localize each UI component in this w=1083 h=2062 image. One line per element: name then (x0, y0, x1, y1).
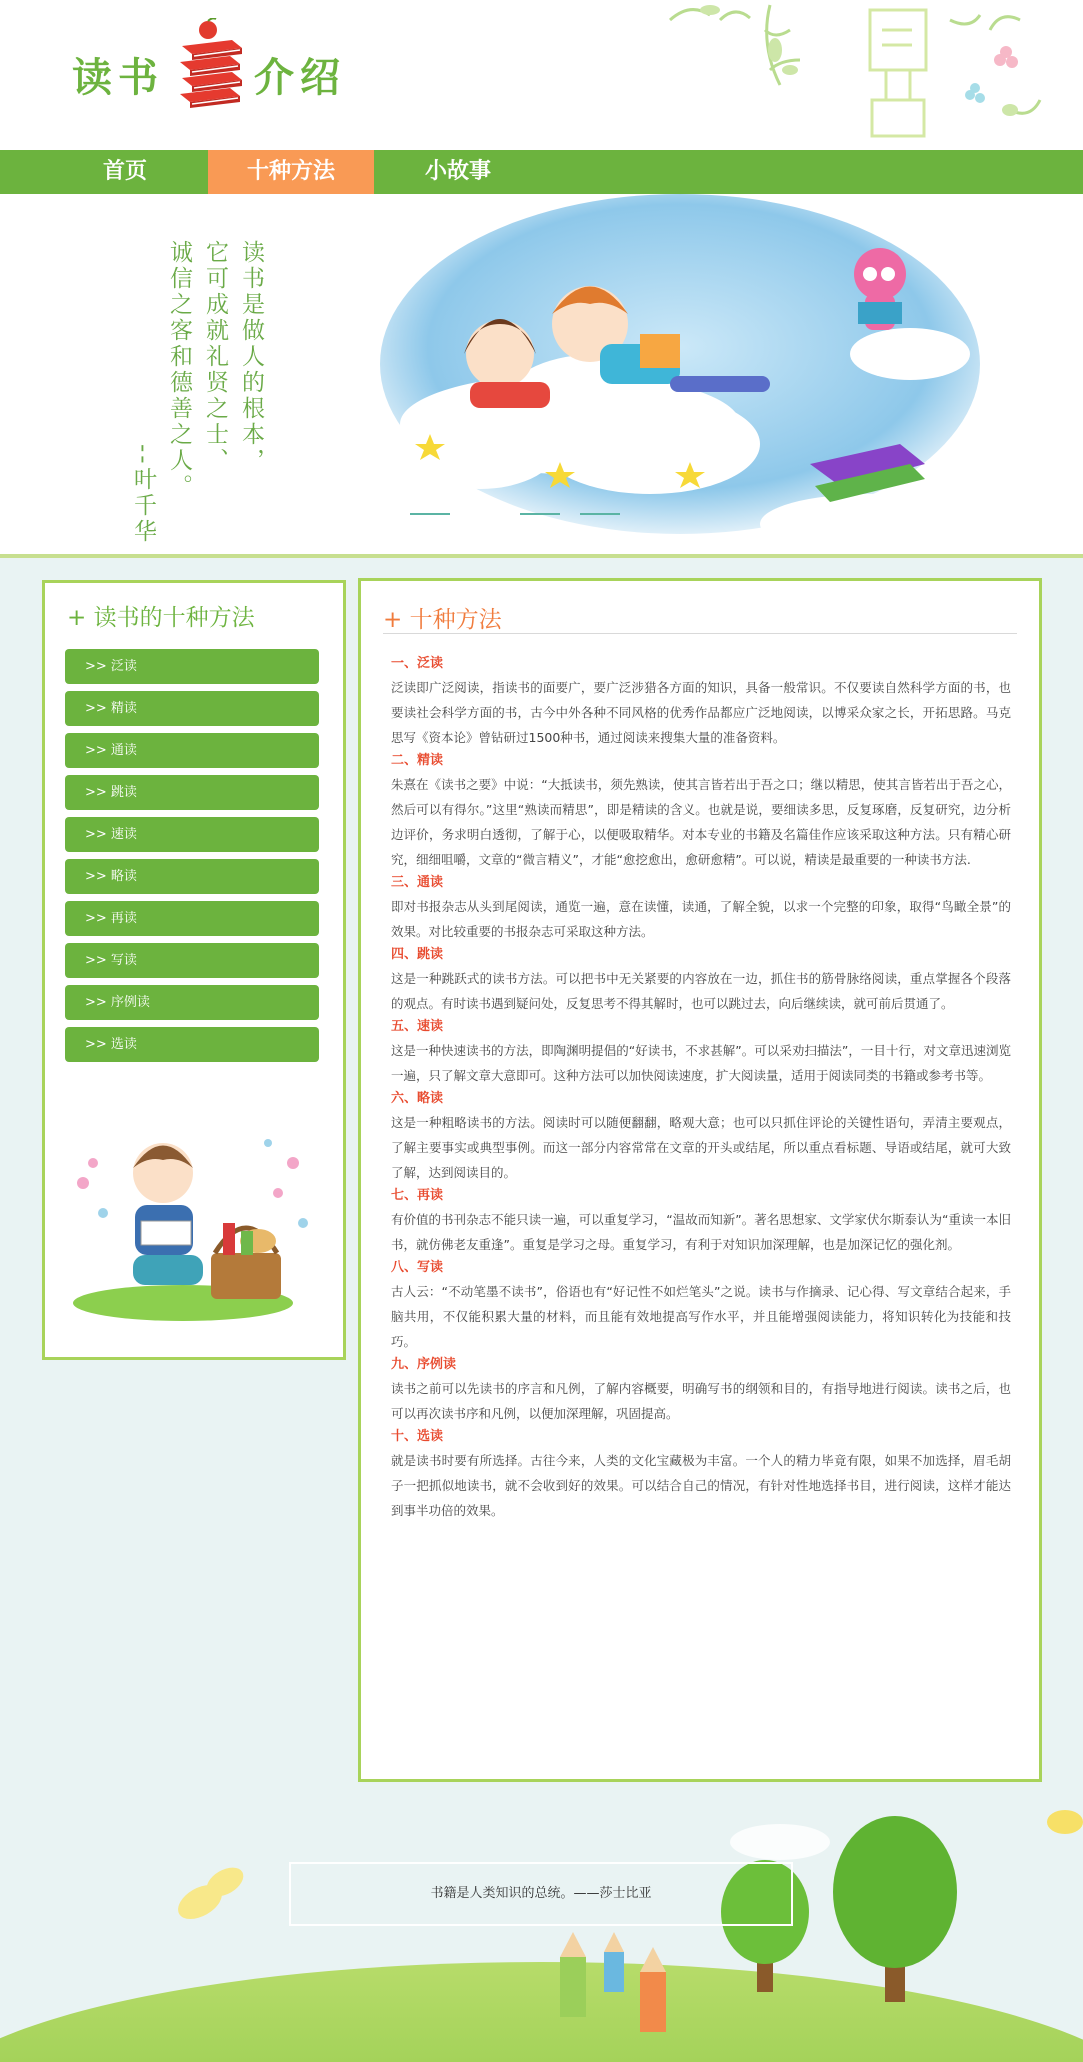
method-title: 六、略读 (391, 1091, 444, 1106)
quote-box (289, 1862, 793, 1926)
method-body: 朱熹在《读书之要》中说：“大抵读书，须先熟读，使其言皆若出于吾之口；继以精思，使其言皆若出于吾之心，然后可以有得尔。”这里“熟读而精思”，即是精读的含义。也就是说，要细读多思，反复琢磨，反复研究，边分析边评价，务求明白透彻，了解于心，以便吸取精华。对本专业的书籍及名篇佳作应该采取这种方法。只有精心研究，细细咀嚼，文章的“微言精义”，才能“愈挖愈出，愈研愈精”。可以说，精读是最重要的一种读书方法. (391, 777, 1011, 867)
boy-reading-picnic-illustration (63, 1123, 323, 1323)
method-body: 即对书报杂志从头到尾阅读，通览一遍，意在读懂，读通，了解全貌，以求一个完整的印象，取得“鸟瞰全景”的效果。对比较重要的书报杂志可采取这种方法。 (391, 899, 1011, 939)
nav-item-stories[interactable]: 小故事 (424, 159, 491, 184)
sidebar-title: + 读书的十种方法 (67, 605, 255, 631)
method-title: 七、再读 (391, 1188, 444, 1203)
poem-author: --叶千华 (130, 444, 156, 545)
method-title: 五、速读 (391, 1019, 444, 1034)
poem-line-3: 诚信之客和德善之人。 (166, 240, 192, 500)
poem-line-2: 它可成就礼贤之士、 (202, 240, 228, 474)
sidebar-item-xuandu[interactable]: >> 选读 (65, 1027, 319, 1062)
nav-item-home[interactable]: 首页 (102, 159, 147, 184)
method-body: 读书之前可以先读书的序言和凡例，了解内容概要，明确写书的纲领和目的，有指导地进行阅读。读书之后，也可以再次读书序和凡例，以便加深理解，巩固提高。 (391, 1381, 1011, 1421)
method-title: 二、精读 (391, 753, 444, 768)
plant-doodle-icon (650, 0, 1083, 150)
site-logo[interactable] (72, 18, 352, 118)
sidebar-item-fandu[interactable]: >> 泛读 (65, 649, 319, 684)
footer (0, 1782, 1083, 2062)
sidebar-item-xulidu[interactable]: >> 序例读 (65, 985, 319, 1020)
method-body: 这是一种跳跃式的读书方法。可以把书中无关紧要的内容放在一边，抓住书的筋骨脉络阅读，重点掌握各个段落的观点。有时读书遇到疑问处，反复思考不得其解时，也可以跳过去，向后继续读，就可前后贯通了。 (391, 971, 1011, 1011)
sidebar-item-xiedu[interactable]: >> 写读 (65, 943, 319, 978)
method-title: 三、通读 (391, 875, 444, 890)
method-body: 有价值的书刊杂志不能只读一遍，可以重复学习，“温故而知新”。著名思想家、文学家伏尔斯泰认为“重读一本旧书，就仿佛老友重逢”。重复是学习之母。重复学习，有利于对知识加深理解，也是加深记忆的强化剂。 (391, 1212, 1011, 1252)
logo-text-left: 读书 (72, 55, 164, 101)
method-body: 这是一种粗略读书的方法。阅读时可以随便翻翻，略观大意；也可以只抓住评论的关键性语句，弄清主要观点，了解主要事实或典型事例。而这一部分内容常常在文章的开头或结尾，所以重点看标题、导语或结尾，就可大致了解，达到阅读目的。 (391, 1115, 1011, 1180)
sidebar-menu (65, 649, 319, 1069)
sidebar-item-jingdu[interactable]: >> 精读 (65, 691, 319, 726)
method-title: 一、泛读 (391, 656, 444, 671)
main-content (358, 578, 1042, 1782)
sidebar-item-tiaodu[interactable]: >> 跳读 (65, 775, 319, 810)
main-title: + 十种方法 (383, 607, 502, 633)
method-title: 十、选读 (391, 1429, 444, 1444)
sidebar-item-luedu[interactable]: >> 略读 (65, 859, 319, 894)
method-body: 古人云：“不动笔墨不读书”，俗语也有“好记性不如烂笔头”之说。读书与作摘录、记心得、写文章结合起来，手脑共用，不仅能积累大量的材料，而且能有效地提高写作水平，并且能增强阅读能力，将知识转化为技能和技巧。 (391, 1284, 1011, 1349)
header (0, 0, 1083, 150)
method-title: 四、跳读 (391, 947, 444, 962)
main-title-rule (383, 633, 1017, 634)
method-title: 八、写读 (391, 1260, 444, 1275)
sidebar (42, 580, 346, 1360)
banner (0, 194, 1083, 554)
logo-text-right: 介绍 (254, 55, 346, 101)
main-nav (0, 150, 1083, 194)
sidebar-item-zaidu[interactable]: >> 再读 (65, 901, 319, 936)
children-reading-on-cloud-illustration (370, 194, 990, 554)
method-body: 就是读书时要有所选择。古往今来，人类的文化宝藏极为丰富。一个人的精力毕竟有限，如果不加选择，眉毛胡子一把抓似地读书，就不会收到好的效果。可以结合自己的情况，有针对性地选择书目，进行阅读，这样才能达到事半功倍的效果。 (391, 1453, 1011, 1518)
nav-item-ten-methods[interactable]: 十种方法 (208, 150, 374, 194)
method-body: 泛读即广泛阅读，指读书的面要广，要广泛涉猎各方面的知识，具备一般常识。不仅要读自然科学方面的书，也要读社会科学方面的书，古今中外各种不同风格的优秀作品都应广泛地阅读，以博采众家之长，开拓思路。马克思写《资本论》曾钻研过1500种书，通过阅读来搜集大量的准备资料。 (391, 680, 1011, 745)
footer-quote: 书籍是人类知识的总统。——莎士比亚 (430, 1886, 652, 1901)
sidebar-item-tongdu[interactable]: >> 通读 (65, 733, 319, 768)
sidebar-item-sudu[interactable]: >> 速读 (65, 817, 319, 852)
poem-line-1: 读书是做人的根本， (238, 240, 264, 474)
method-title: 九、序例读 (391, 1357, 457, 1372)
banner-divider (0, 554, 1083, 558)
books-apple-icon (172, 18, 248, 108)
method-body: 这是一种快速读书的方法，即陶渊明提倡的“好读书，不求甚解”。可以采劝扫描法”，一目十行，对文章迅速浏览一遍，只了解文章大意即可。这种方法可以加快阅读速度，扩大阅读量，适用于阅读同类的书籍或参考书等。 (391, 1043, 1011, 1083)
methods-list (391, 653, 1011, 1523)
